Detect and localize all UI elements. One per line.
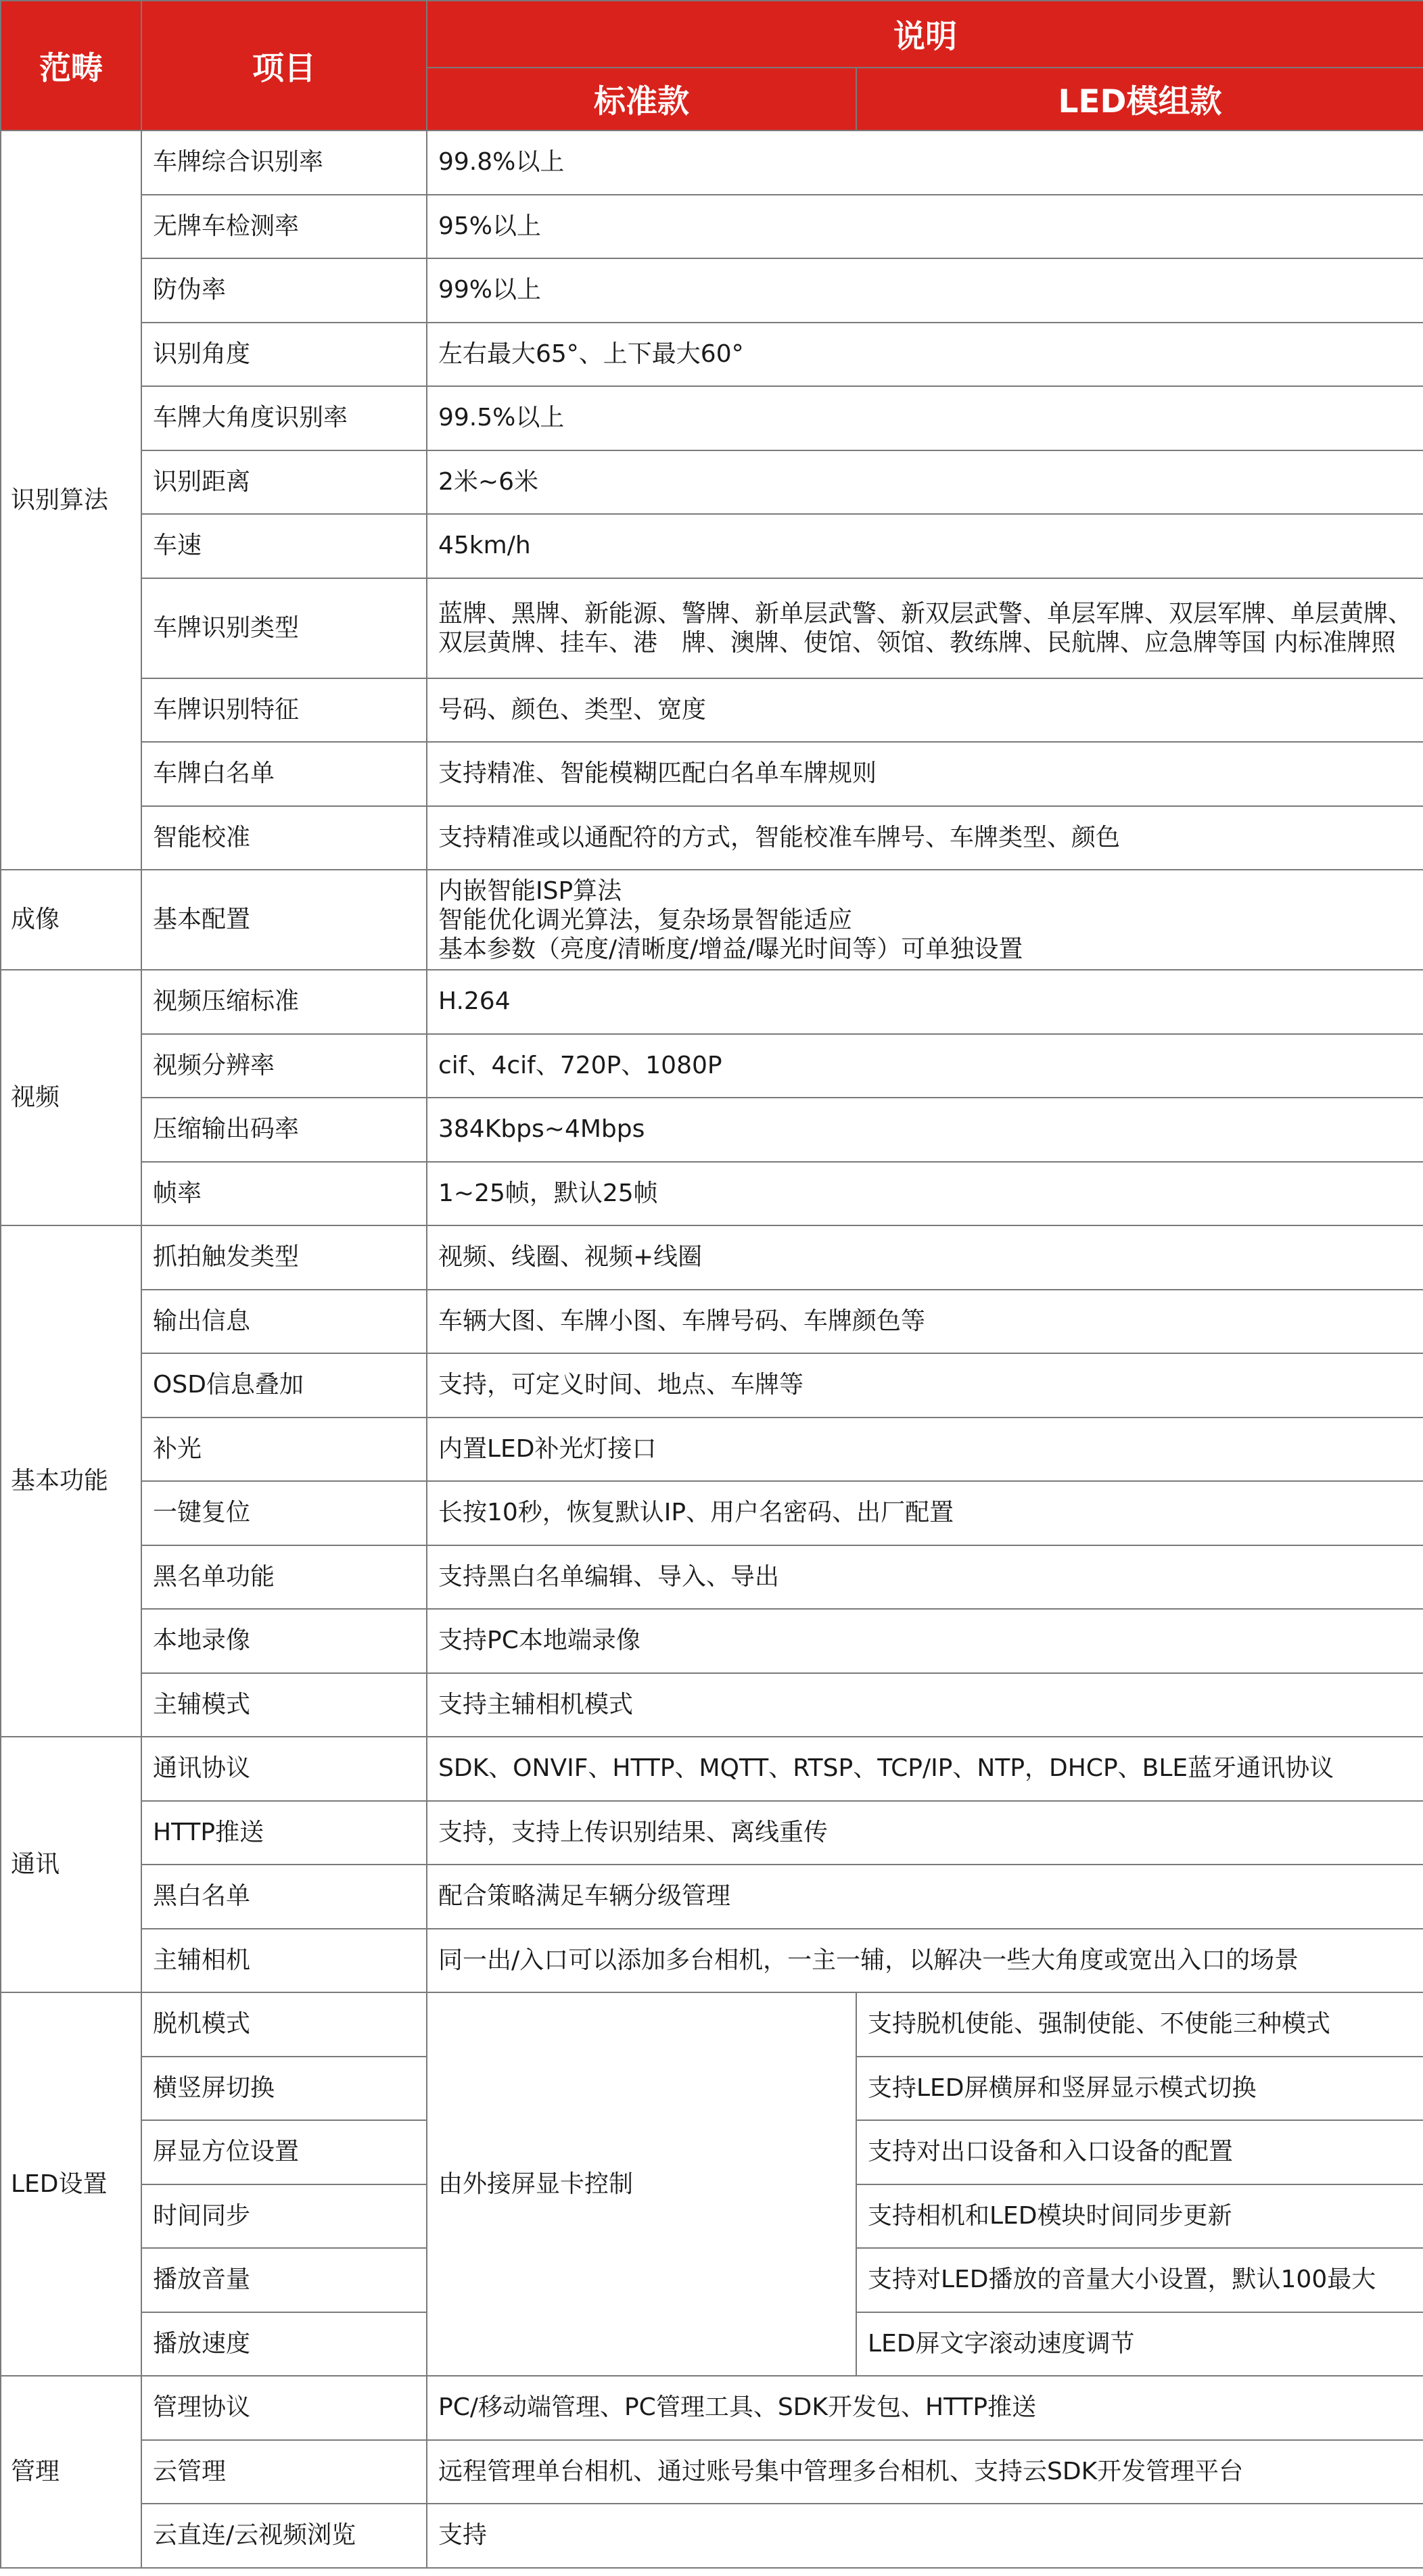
item-cell: 补光 — [141, 1418, 427, 1482]
item-cell: 车牌白名单 — [141, 742, 427, 806]
item-cell: 播放速度 — [141, 2312, 427, 2376]
desc-cell: 内置LED补光灯接口 — [427, 1418, 1423, 1482]
item-cell: 播放音量 — [141, 2248, 427, 2312]
item-cell: 主辅模式 — [141, 1673, 427, 1737]
desc-cell: 长按10秒，恢复默认IP、用户名密码、出厂配置 — [427, 1481, 1423, 1545]
item-cell: 视频分辨率 — [141, 1034, 427, 1098]
desc-cell: 蓝牌、黑牌、新能源、警牌、新单层武警、新双层武警、单层军牌、双层军牌、单层黄牌、双层黄牌、挂车、港 牌、澳牌、使馆、领馆、教练牌、民航牌、应急牌等国 内标准牌照 — [427, 578, 1423, 678]
desc-cell: 99.8%以上 — [427, 131, 1423, 195]
category-cell: 管理 — [1, 2376, 141, 2568]
item-cell: 横竖屏切换 — [141, 2057, 427, 2121]
led-cell: LED屏文字滚动速度调节 — [856, 2312, 1423, 2376]
item-cell: 车牌识别特征 — [141, 678, 427, 743]
desc-cell: H.264 — [427, 970, 1423, 1034]
desc-cell: 支持 — [427, 2504, 1423, 2568]
led-cell: 支持对出口设备和入口设备的配置 — [856, 2120, 1423, 2184]
item-cell: 输出信息 — [141, 1290, 427, 1354]
desc-cell: 远程管理单台相机、通过账号集中管理多台相机、支持云SDK开发管理平台 — [427, 2440, 1423, 2504]
category-cell: LED设置 — [1, 1992, 141, 2376]
desc-line: 基本参数（亮度/清晰度/增益/曝光时间等）可单独设置 — [438, 935, 1023, 963]
item-cell: 一键复位 — [141, 1481, 427, 1545]
desc-cell: 号码、颜色、类型、宽度 — [427, 678, 1423, 743]
desc-line: 内嵌智能ISP算法 — [438, 876, 622, 905]
desc-cell: 视频、线圈、视频+线圈 — [427, 1225, 1423, 1290]
desc-cell: 2米~6米 — [427, 450, 1423, 515]
desc-cell: 支持，支持上传识别结果、离线重传 — [427, 1801, 1423, 1865]
category-cell: 识别算法 — [1, 131, 141, 870]
desc-cell: SDK、ONVIF、HTTP、MQTT、RTSP、TCP/IP、NTP，DHCP、BLE蓝牙通讯协议 — [427, 1737, 1423, 1801]
item-cell: 防伪率 — [141, 258, 427, 323]
led-cell: 支持对LED播放的音量大小设置，默认100最大 — [856, 2248, 1423, 2312]
standard-merged-cell: 由外接屏显卡控制 — [427, 1992, 856, 2376]
item-cell: 视频压缩标准 — [141, 970, 427, 1034]
item-cell: 黑名单功能 — [141, 1545, 427, 1610]
desc-cell: 支持主辅相机模式 — [427, 1673, 1423, 1737]
header-description: 说明 — [427, 1, 1423, 68]
desc-cell: 左右最大65°、上下最大60° — [427, 323, 1423, 387]
item-cell: OSD信息叠加 — [141, 1353, 427, 1418]
item-cell: 抓拍触发类型 — [141, 1225, 427, 1290]
header-category: 范畴 — [1, 1, 141, 131]
item-cell: 时间同步 — [141, 2184, 427, 2249]
desc-cell: 车辆大图、车牌小图、车牌号码、车牌颜色等 — [427, 1290, 1423, 1354]
item-cell: 管理协议 — [141, 2376, 427, 2440]
desc-cell — [427, 870, 1423, 970]
desc-cell: 99.5%以上 — [427, 386, 1423, 450]
desc-cell: 1~25帧，默认25帧 — [427, 1162, 1423, 1226]
desc-cell: 同一出/入口可以添加多台相机，一主一辅，以解决一些大角度或宽出入口的场景 — [427, 1929, 1423, 1993]
item-cell: 无牌车检测率 — [141, 195, 427, 259]
item-cell: 屏显方位设置 — [141, 2120, 427, 2184]
desc-cell: 99%以上 — [427, 258, 1423, 323]
header-item: 项目 — [141, 1, 427, 131]
header-standard: 标准款 — [427, 68, 856, 131]
led-cell: 支持脱机使能、强制使能、不使能三种模式 — [856, 1992, 1423, 2057]
item-cell: 车牌综合识别率 — [141, 131, 427, 195]
item-cell: 识别角度 — [141, 323, 427, 387]
desc-cell: PC/移动端管理、PC管理工具、SDK开发包、HTTP推送 — [427, 2376, 1423, 2440]
item-cell: 通讯协议 — [141, 1737, 427, 1801]
item-cell: 基本配置 — [141, 870, 427, 970]
item-cell: 压缩输出码率 — [141, 1098, 427, 1162]
item-cell: 识别距离 — [141, 450, 427, 515]
desc-cell: 384Kbps~4Mbps — [427, 1098, 1423, 1162]
header-led: LED模组款 — [856, 68, 1423, 131]
item-cell: HTTP推送 — [141, 1801, 427, 1865]
desc-cell: 支持精准、智能模糊匹配白名单车牌规则 — [427, 742, 1423, 806]
category-cell: 通讯 — [1, 1737, 141, 1992]
item-cell: 帧率 — [141, 1162, 427, 1226]
desc-cell: 配合策略满足车辆分级管理 — [427, 1865, 1423, 1929]
desc-cell: 支持，可定义时间、地点、车牌等 — [427, 1353, 1423, 1418]
category-cell: 视频 — [1, 970, 141, 1225]
category-cell: 成像 — [1, 870, 141, 970]
led-cell: 支持LED屏横屏和竖屏显示模式切换 — [856, 2057, 1423, 2121]
desc-line: 智能优化调光算法，复杂场景智能适应 — [438, 906, 853, 934]
item-cell: 车牌识别类型 — [141, 578, 427, 678]
item-cell: 本地录像 — [141, 1609, 427, 1673]
item-cell: 车牌大角度识别率 — [141, 386, 427, 450]
desc-cell: 支持黑白名单编辑、导入、导出 — [427, 1545, 1423, 1610]
desc-cell: 支持PC本地端录像 — [427, 1609, 1423, 1673]
item-cell: 主辅相机 — [141, 1929, 427, 1993]
item-cell: 智能校准 — [141, 806, 427, 870]
item-cell: 脱机模式 — [141, 1992, 427, 2057]
category-cell: 基本功能 — [1, 1225, 141, 1737]
item-cell: 云管理 — [141, 2440, 427, 2504]
led-cell: 支持相机和LED模块时间同步更新 — [856, 2184, 1423, 2249]
item-cell: 车速 — [141, 514, 427, 578]
desc-cell: 95%以上 — [427, 195, 1423, 259]
desc-cell: cif、4cif、720P、1080P — [427, 1034, 1423, 1098]
desc-cell: 支持精准或以通配符的方式，智能校准车牌号、车牌类型、颜色 — [427, 806, 1423, 870]
item-cell: 黑白名单 — [141, 1865, 427, 1929]
desc-cell: 45km/h — [427, 514, 1423, 578]
item-cell: 云直连/云视频浏览 — [141, 2504, 427, 2568]
